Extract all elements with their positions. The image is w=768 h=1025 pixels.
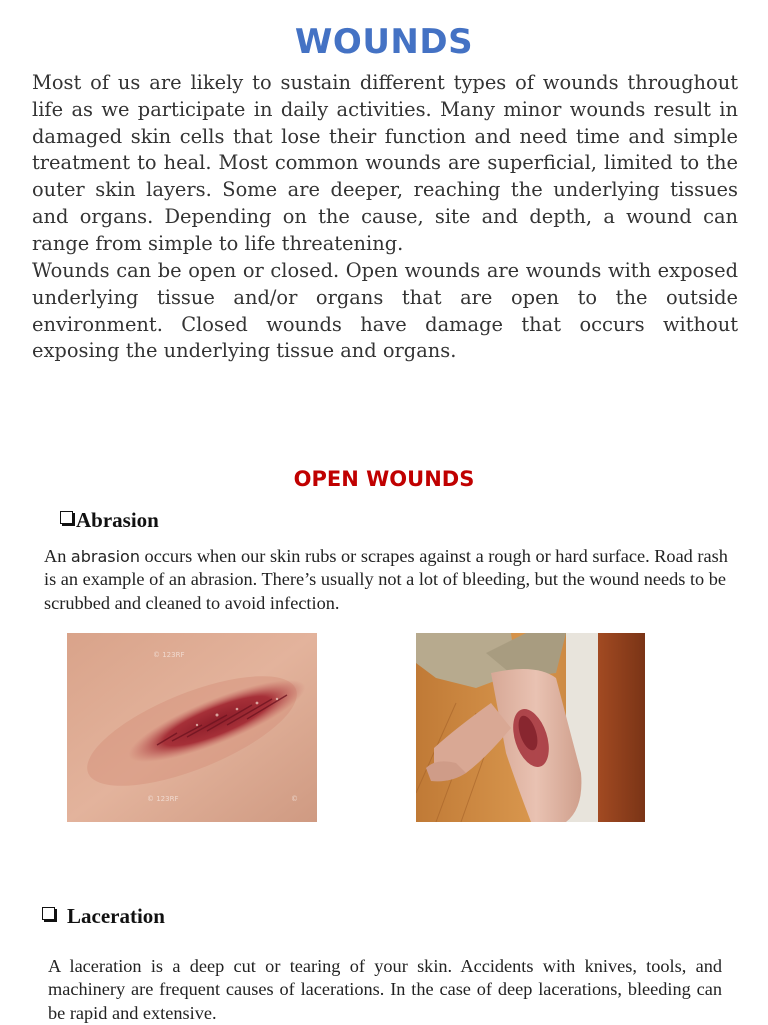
scraped-leg-photo bbox=[416, 633, 645, 822]
abrasion-text-start: An bbox=[44, 546, 71, 566]
checkbox-bullet-icon bbox=[60, 511, 73, 524]
laceration-description: A laceration is a deep cut or tearing of your skin. Accidents with knives, tools, and machinery are frequent causes of lacerations. In the case of deep lacerations, bleeding can be rapid and extensive. bbox=[48, 956, 722, 1023]
abrasion-skin-photo: © 123RF © 123RF © bbox=[67, 633, 317, 822]
abrasion-text-rest: occurs when our skin rubs or scrapes against a rough or hard surface. Road rash is an example of an abrasion. There’s usually not a lot of bleeding, but the wound needs to be scrubbed and cleaned to avoid infection. bbox=[44, 546, 728, 613]
abrasion-heading bbox=[60, 508, 159, 533]
abrasion-skin-image bbox=[67, 633, 317, 822]
abrasion-heading-label: Abrasion bbox=[76, 508, 159, 532]
laceration-heading-label: Laceration bbox=[67, 904, 165, 928]
page-title: WOUNDS bbox=[294, 22, 474, 62]
intro-paragraph-2: Wounds can be open or closed. Open wounds are wounds with exposed underlying tissue and/or organs that are open to the outside environment. Closed wounds have damage that occurs without exposing the underlying tissue and organs. bbox=[32, 259, 738, 363]
abrasion-keyword: abrasion bbox=[70, 547, 140, 566]
intro-paragraph-1: Most of us are likely to sustain different types of wounds throughout life as we participate in daily activities. Many minor wounds result in damaged skin cells that lose their function and need time and simple treatment to heal. Most common wounds are superficial, limited to the outer skin layers. Some are deeper, reaching the underlying tissues and organs. Depending on the cause, site and depth, a wound can range from simple to life threatening. bbox=[32, 71, 738, 255]
abrasion-description bbox=[44, 545, 734, 615]
section-title-open-wounds: OPEN WOUNDS bbox=[293, 467, 475, 491]
scraped-leg-image bbox=[416, 633, 645, 822]
checkbox-bullet-icon bbox=[42, 907, 55, 920]
laceration-heading bbox=[42, 904, 165, 929]
